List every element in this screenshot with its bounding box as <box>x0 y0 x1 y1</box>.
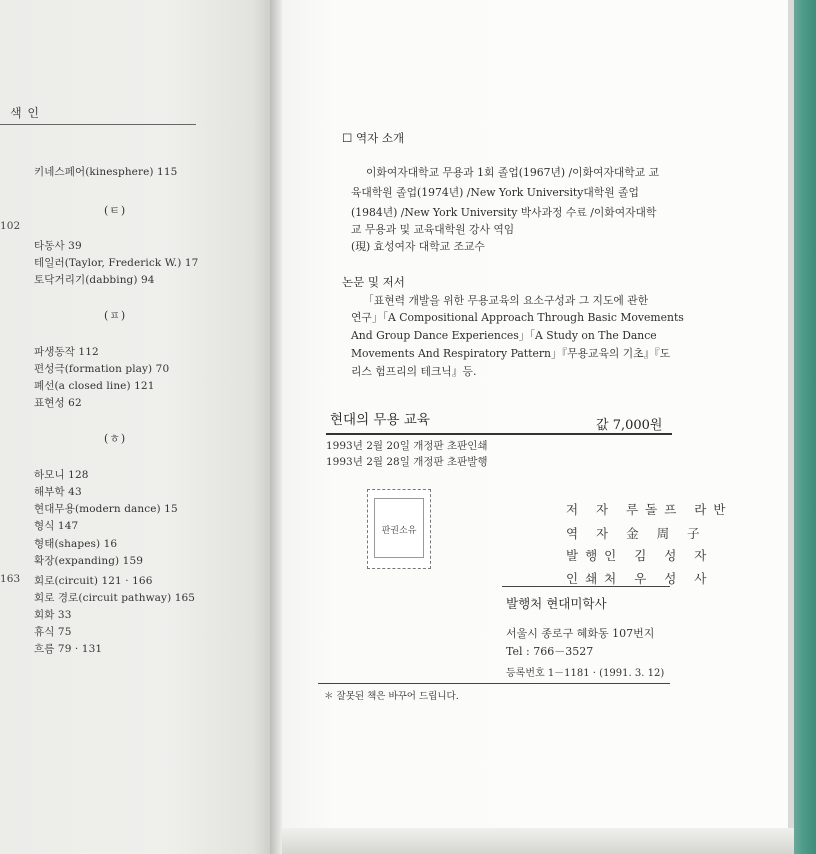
credit-translator: 역 자 金 周 子 <box>566 526 707 541</box>
cover-edge <box>794 0 816 854</box>
header-rule <box>0 124 196 125</box>
price: 값 7,000원 <box>596 418 663 433</box>
book-title: 현대의 무용 교육 <box>330 412 430 428</box>
address: 서울시 종로구 혜화동 107번지 <box>506 627 655 640</box>
index-entry: 회화 33 <box>34 609 72 621</box>
publish-date: 1993년 2월 28일 개정판 초판발행 <box>326 456 488 468</box>
translator-heading: ☐ 역자 소개 <box>342 131 405 145</box>
telephone: Tel : 766－3527 <box>506 645 594 658</box>
stamp-label: 판권소유 <box>381 526 417 536</box>
index-entry: 해부학 43 <box>34 486 82 498</box>
seal-frame <box>374 498 424 558</box>
registration-number: 등록번호 1－1181 · (1991. 3. 12) <box>506 668 665 679</box>
index-entry: 회로(circuit) 121 · 166 <box>34 575 153 587</box>
print-date: 1993년 2월 20일 개정판 초판인쇄 <box>326 440 488 452</box>
credit-issuer: 발행인 김 성 자 <box>566 548 714 563</box>
index-entry: 파생동작 112 <box>34 346 99 358</box>
margin-number: 163 <box>0 573 21 585</box>
section-heading: (ㅌ) <box>104 204 127 217</box>
translator-line: 이화여자대학교 무용과 1회 졸업(1967년) /이화여자대학교 교 <box>366 166 660 179</box>
index-header: 색 인 <box>10 106 40 120</box>
index-entry: 회로 경로(circuit pathway) 165 <box>34 592 196 604</box>
margin-number: 102 <box>0 220 21 232</box>
section-heading: (ㅍ) <box>104 309 127 322</box>
index-entry: 확장(expanding) 159 <box>34 555 144 567</box>
credit-printer: 인쇄처 우 성 사 <box>566 571 714 586</box>
index-entry: 표현성 62 <box>34 397 82 409</box>
index-entry: 흐름 79 · 131 <box>34 643 103 655</box>
index-entry: 토닥거리기(dabbing) 94 <box>34 274 155 286</box>
credits-rule <box>502 586 670 587</box>
title-rule <box>326 433 672 435</box>
footnote: ＊ 잘못된 책은 바꾸어 드립니다. <box>324 691 459 702</box>
index-entry: 하모니 128 <box>34 469 89 481</box>
works-heading: 논문 및 저서 <box>342 275 405 289</box>
index-entry: 형식 147 <box>34 520 79 532</box>
translator-line: (1984년) /New York University 박사과정 수료 /이화여자대학 <box>351 206 657 219</box>
works-line: Movements And Respiratory Pattern」『무용교육의 기초』『도 <box>351 347 671 360</box>
index-entry: 키네스페어(kinesphere) 115 <box>34 166 178 178</box>
works-line: 연구」「A Compositional Approach Through Basic Movements <box>351 311 684 324</box>
index-entry: 테일러(Taylor, Frederick W.) 17 <box>34 257 199 269</box>
page-bottom-shadow <box>282 828 794 854</box>
translator-line: 교 무용과 및 교육대학원 강사 역임 <box>351 223 515 236</box>
index-entry: 형태(shapes) 16 <box>34 538 118 550</box>
index-entry: 현대무용(modern dance) 15 <box>34 503 178 515</box>
index-entry: 편성극(formation play) 70 <box>34 363 170 375</box>
section-heading: (ㅎ) <box>104 432 127 445</box>
publisher: 발행처 현대미학사 <box>506 596 607 611</box>
copyright-stamp <box>367 489 431 569</box>
index-entry: 폐선(a closed line) 121 <box>34 380 155 392</box>
index-entry: 타동사 39 <box>34 240 82 252</box>
works-line: And Group Dance Experiences」「A Study on The Dance <box>351 329 657 342</box>
footer-rule <box>318 683 670 684</box>
works-line: 「표현력 개발을 위한 무용교육의 요소구성과 그 지도에 관한 <box>363 294 649 307</box>
translator-line: 육대학원 졸업(1974년) /New York University대학원 졸업 <box>351 186 639 199</box>
works-line: 리스 험프리의 테크닉』등. <box>351 365 477 378</box>
index-entry: 휴식 75 <box>34 626 72 638</box>
credit-author: 저 자 루돌프 라반 <box>566 502 733 517</box>
translator-line: (現) 효성여자 대학교 조교수 <box>351 240 485 253</box>
left-page <box>0 0 275 854</box>
